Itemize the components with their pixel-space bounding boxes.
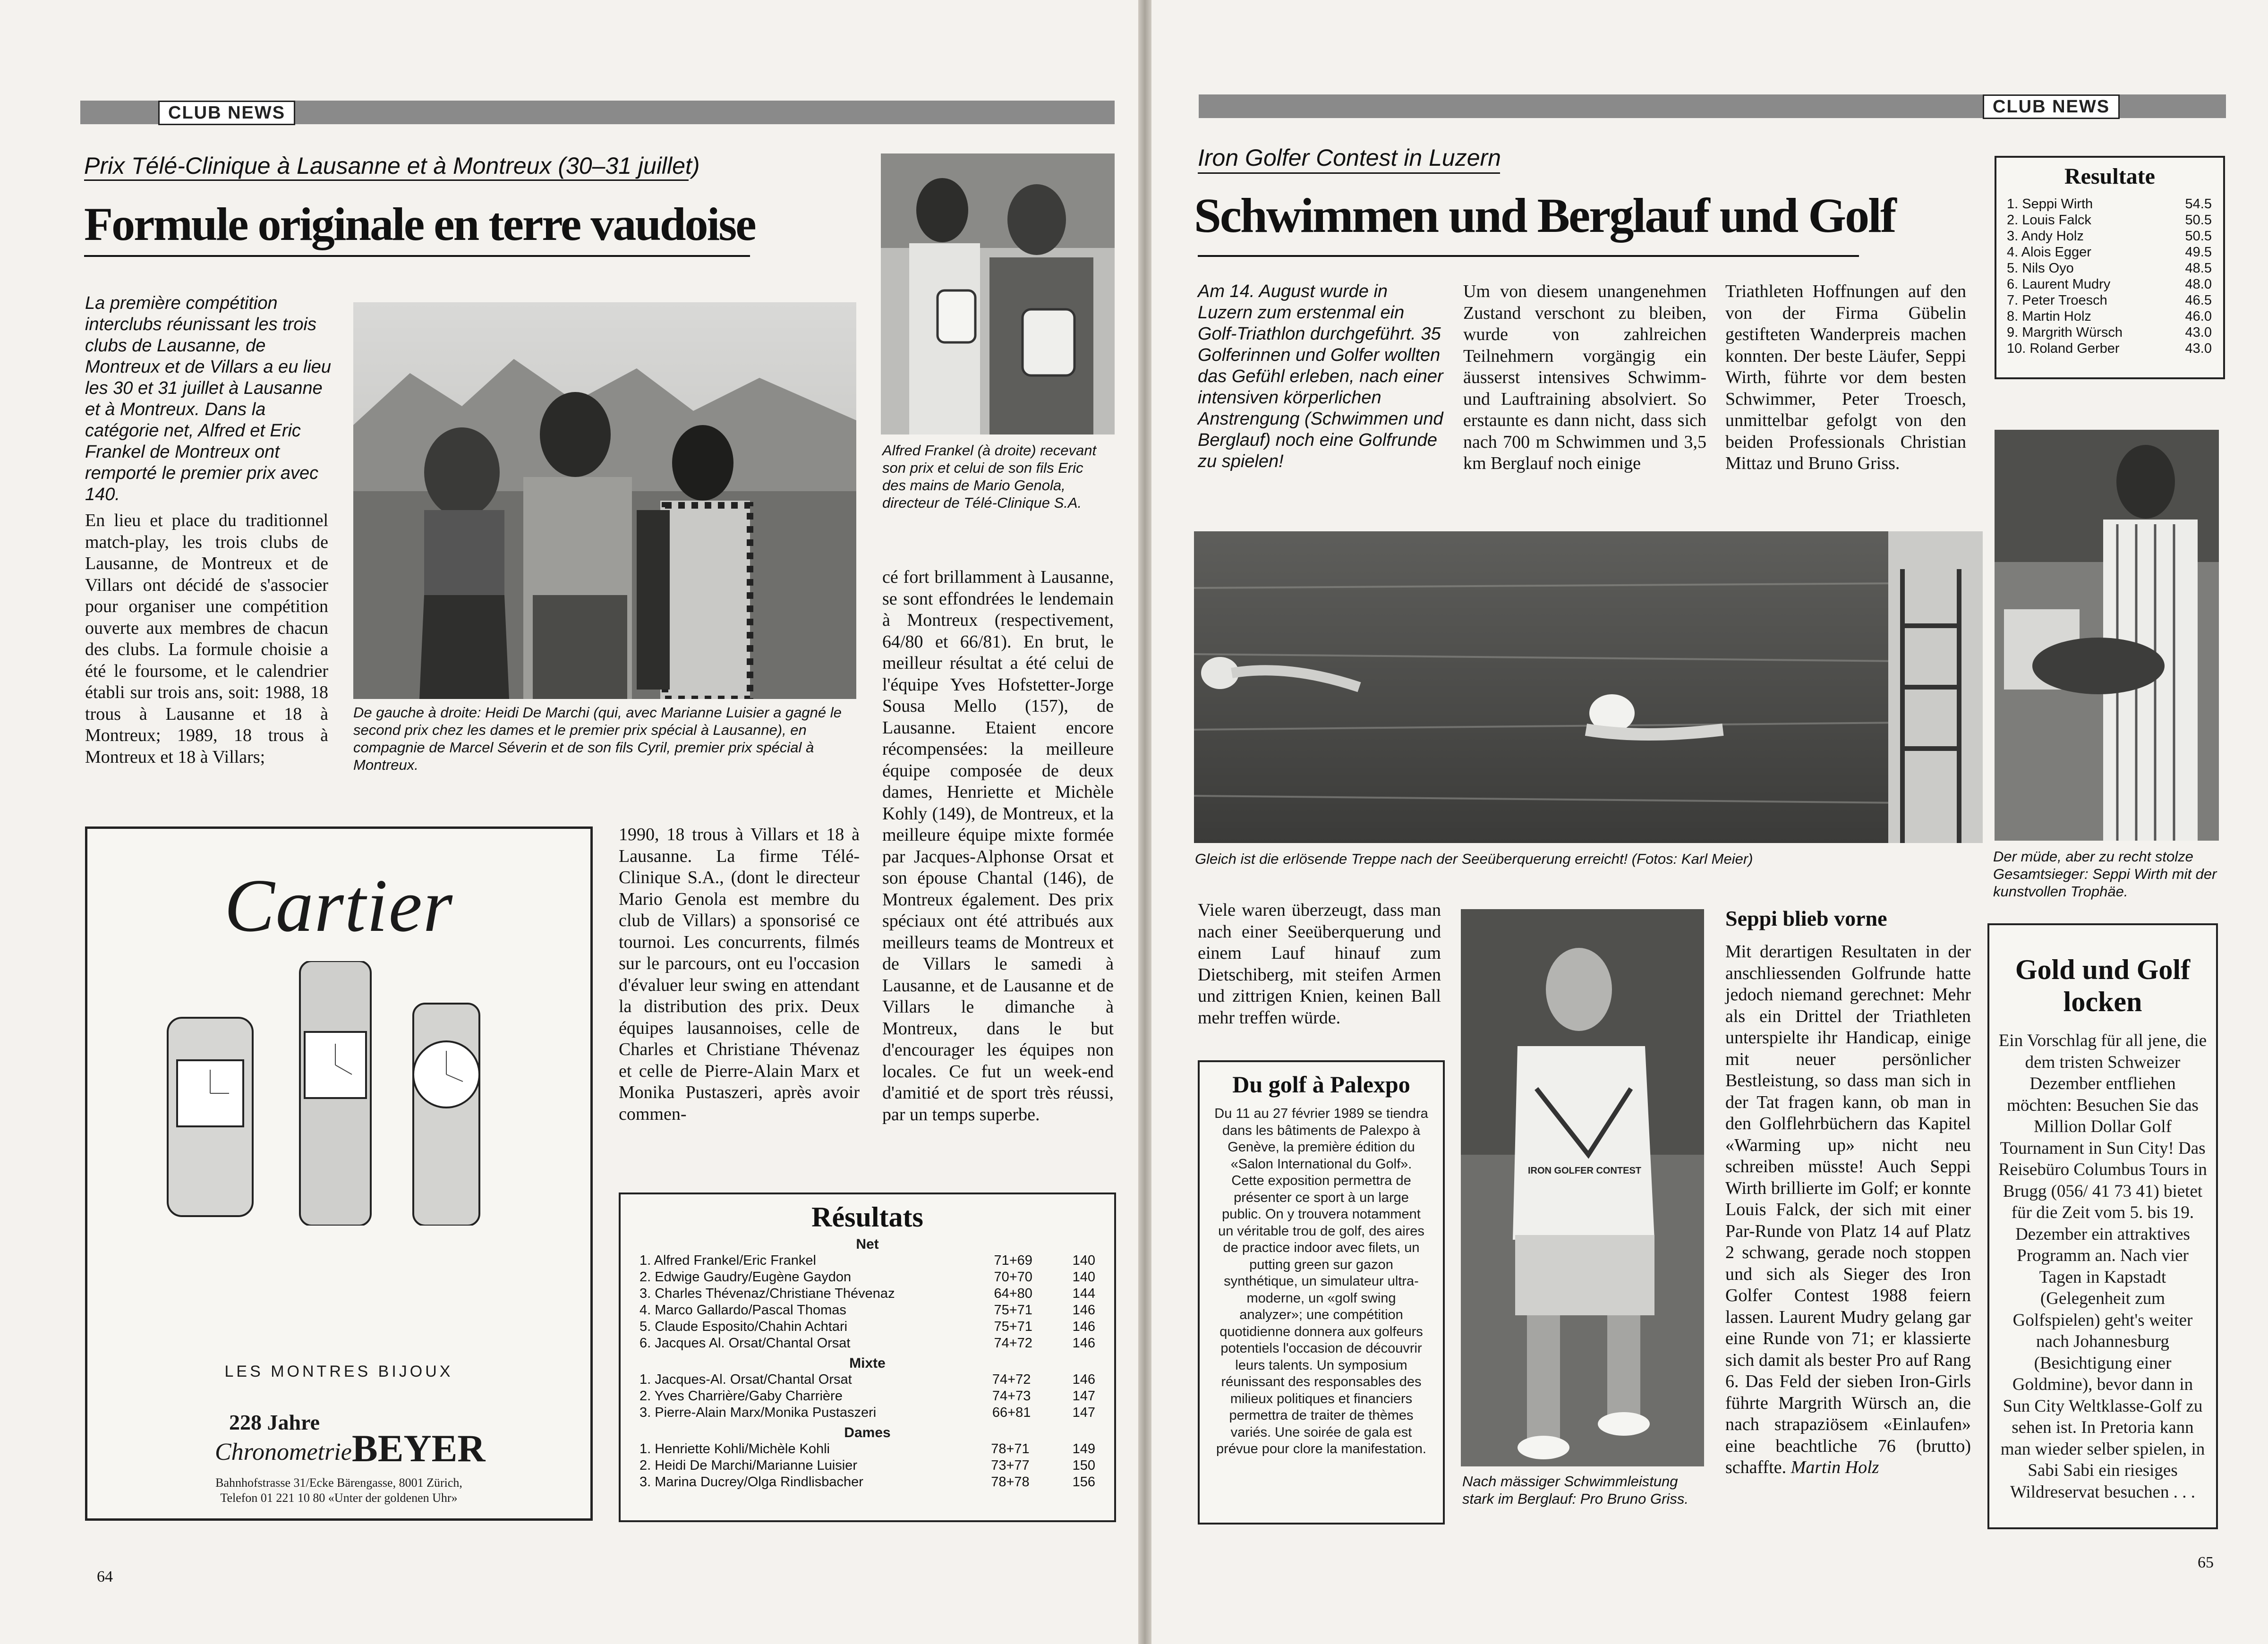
- resultate-title: Resultate: [2064, 164, 2155, 189]
- result-score: 75+71: [994, 1319, 1032, 1334]
- result-score: 74+72: [994, 1336, 1032, 1351]
- palexpo-title: Du golf à Palexpo: [1232, 1071, 1410, 1098]
- gold-und-golf-box: [1987, 923, 2218, 1529]
- result-name: 7. Peter Troesch: [2007, 293, 2107, 308]
- result-total: 146: [1072, 1319, 1095, 1334]
- watches-illustration: [149, 961, 527, 1226]
- result-row: [639, 1269, 1095, 1286]
- result-row: [639, 1335, 1095, 1352]
- result-name: 3. Marina Ducrey/Olga Rindlisbacher: [639, 1474, 863, 1490]
- results-box: [619, 1193, 1116, 1522]
- ad-address-2: Telefon 01 221 10 80 «Unter der goldenen Uhr»: [220, 1491, 458, 1505]
- result-pts: 50.5: [2185, 213, 2212, 228]
- body-column-1-lower: Viele waren überzeugt, dass man nach einer Seeüberquerung und einem Lauf hinauf zum Dietschiberg, mit steifen Armen und zittrigen Knien, keinen Ball mehr treffen würde.: [1198, 900, 1441, 1028]
- mixte-table: [639, 1371, 1095, 1421]
- kicker-rule: [84, 179, 689, 181]
- article-kicker: Iron Golfer Contest in Luzern: [1198, 145, 1501, 171]
- body-column-3: Triathleten Hoffnungen auf den von der Firma Gübelin gestifteten Wanderpreis machen konnten. Der beste Läufer, Seppi Wirth, führte vor dem besten Schwimmer, Peter Troesch, unmittelbar gefolgt von den beiden Professionals Christian Mittaz und Bruno Griss.: [1725, 281, 1966, 473]
- result-row: [2007, 292, 2212, 308]
- dames-table: [639, 1441, 1095, 1491]
- result-pts: 43.0: [2185, 341, 2212, 356]
- result-name: 6. Jacques Al. Orsat/Chantal Orsat: [639, 1336, 851, 1351]
- result-name: 1. Seppi Wirth: [2007, 196, 2093, 212]
- result-pts: 54.5: [2185, 196, 2212, 212]
- ad-script: Chronometrie: [215, 1439, 352, 1465]
- article-kicker: Prix Télé-Clinique à Lausanne et à Montreux (30–31 juillet): [84, 153, 700, 179]
- result-row: [2007, 341, 2212, 357]
- result-row: [639, 1457, 1095, 1474]
- results-title: Résultats: [811, 1201, 923, 1233]
- body-column-1: En lieu et place du traditionnel match-play, les trois clubs de Lausanne, de Montreux et de Villars ont décidé de s'associer pour organiser une compétition ouverte aux membres de chacun des clubs. La formule choisie a été le foursome, et le calendrier établi sur trois ans, soit: 1988, 18 trous à Lausanne et 18 à Montreux; 1989, 18 trous à Montreux et 18 à Villars;: [85, 511, 328, 767]
- result-name: 10. Roland Gerber: [2007, 341, 2120, 356]
- net-label: Net: [856, 1236, 879, 1252]
- result-total: 144: [1072, 1286, 1095, 1301]
- result-score: 75+71: [994, 1303, 1032, 1318]
- result-row: [2007, 308, 2212, 324]
- club-news-label: CLUB NEWS: [158, 101, 295, 125]
- result-score: 70+70: [994, 1269, 1032, 1285]
- result-name: 3. Andy Holz: [2007, 229, 2084, 244]
- page-number: 64: [97, 1568, 113, 1585]
- result-pts: 48.0: [2185, 277, 2212, 292]
- result-name: 4. Marco Gallardo/Pascal Thomas: [639, 1303, 846, 1318]
- result-score: 74+73: [992, 1388, 1031, 1404]
- result-pts: 50.5: [2185, 229, 2212, 244]
- result-name: 6. Laurent Mudry: [2007, 277, 2111, 292]
- palexpo-box: [1198, 1060, 1445, 1525]
- cartier-logo: Cartier: [224, 863, 454, 947]
- headline-rule: [1198, 255, 1859, 257]
- group-photo-caption: De gauche à droite: Heidi De Marchi (qui, avec Marianne Luisier a gagné le second prix chez les dames et le premier prix spécial à Lausanne), en compagnie de Marcel Séverin et de son fils Cyril, premier prix spécial à Montreux.: [353, 704, 842, 773]
- seppi-text: Mit derartigen Resultaten in der anschliessenden Golfrunde hatte jedoch niemand gerechnet: Mehr als ein Drittel der Triathleten unterspielte ihr Handicap, einige mit neuer persönlicher Bestleistung, so dass man sich in der Tat fragen kann, ob man in den Golflehrbüchern das Kapitel «Warming up» nicht neu schreiben müsste! Auch Seppi Wirth brillierte im Golf; er konnte Louis Falck, der sich mit einer Par-Runde von Platz 14 auf Platz 2 schwang, gerade noch stoppen und sich als Sieger des Iron Golfer Contest 1988 feiern lassen. Laurent Mudry gelang gar eine Runde von 71; er klassierte sich damit als bester Pro auf Rang 6. Das Feld der sieben Iron-Girls führte Margrith Würsch an, die nach strapaziösem «Einlaufen» eine beachtliche 76 (brutto) schaffte.: [1725, 942, 1971, 1477]
- right-page: [1151, 0, 2268, 1644]
- winner-photo: [1995, 430, 2219, 841]
- result-total: 146: [1072, 1303, 1095, 1318]
- result-total: 146: [1072, 1372, 1095, 1387]
- mixte-label: Mixte: [849, 1355, 886, 1371]
- seppi-column: [1725, 941, 1971, 1479]
- result-total: 147: [1072, 1388, 1095, 1404]
- result-score: 64+80: [994, 1286, 1032, 1301]
- result-name: 4. Alois Egger: [2007, 245, 2091, 260]
- club-news-label: CLUB NEWS: [1983, 94, 2120, 119]
- ad-tagline: LES MONTRES BIJOUX: [224, 1363, 453, 1380]
- result-row: [2007, 212, 2212, 228]
- headline-rule: [84, 255, 750, 257]
- result-row: [639, 1319, 1095, 1335]
- resultate-box: [1995, 156, 2225, 379]
- net-table: [639, 1252, 1095, 1352]
- result-name: 5. Claude Esposito/Chahin Achtari: [639, 1319, 848, 1334]
- seppi-author: Martin Holz: [1791, 1457, 1879, 1477]
- gold-text: Ein Vorschlag für all jene, die dem tristen Schweizer Dezember entfliehen möchten: Besuchen Sie das Million Dollar Golf Tournament in Sun City! Das Reisebüro Columbus Tours in Brugg (056/ 41 73 41) bietet für die Zeit vom 5. bis 19. Dezember ein attraktives Programm an. Nach vier Tagen in Kapstadt (Gelegenheit zum Golfspielen) geht's weiter nach Johannesburg (Besichtigung einer Goldmine), bevor dann in Sun City Weltklasse-Golf zu sehen ist. In Pretoria kann man wieder selber spielen, in Sabi Sabi ein riesiges Wildreservat besuchen . . .: [1998, 1031, 2207, 1502]
- result-name: 2. Edwige Gaudry/Eugène Gaydon: [639, 1269, 852, 1285]
- body-column-2: 1990, 18 trous à Villars et 18 à Lausanne. La firme Télé-Clinique S.A., (dont le directeur Mario Genola est membre du club de Villars) a sponsorisé ce tournoi. Les concurrents, filmés sur le parcours, ont eu l'occasion d'évaluer leur swing en attendant la distribution des prix. Deux équipes lausannoises, celle de Charles et Christiane Thévenaz et celle de Pierre-Alain Marx et Monika Pustaszeri, après avoir commen-: [619, 825, 860, 1124]
- result-pts: 49.5: [2185, 245, 2212, 260]
- ad-years: 228 Jahre: [229, 1410, 320, 1434]
- result-name: 2. Yves Charrière/Gaby Charrière: [639, 1388, 843, 1404]
- result-score: 71+69: [994, 1253, 1032, 1268]
- result-row: [2007, 244, 2212, 260]
- swimmers-photo: [1194, 531, 1983, 843]
- spread-gutter: [1138, 0, 1151, 1644]
- result-name: 8. Martin Holz: [2007, 309, 2091, 324]
- result-total: 156: [1072, 1474, 1095, 1490]
- result-total: 150: [1072, 1458, 1095, 1473]
- result-pts: 48.5: [2185, 261, 2212, 276]
- article-intro: La première compétition interclubs réunissant les trois clubs de Lausanne, de Montreux et de Villars a eu lieu les 30 et 31 juillet à Lausanne et à Montreux. Dans la catégorie net, Alfred et Eric Frankel de Montreux ont remporté le premier prix avec 140.: [85, 293, 332, 504]
- result-row: [2007, 260, 2212, 276]
- runner-shirt-text: IRON GOLFER CONTEST: [1528, 1166, 1641, 1176]
- kicker-rule: [1198, 172, 1500, 174]
- body-column-2: Um von diesem unangenehmen Zustand verschont zu bleiben, wurde von zahlreichen Teilnehmern vorgängig ein äusserst intensives Schwimm- und Lauftraining absolviert. So erstaunte es dann nicht, dass sich nach 700 m Schwimmen und 3,5 km Berglauf noch einige: [1463, 281, 1706, 473]
- result-row: [639, 1286, 1095, 1302]
- result-score: 78+71: [991, 1441, 1030, 1457]
- result-total: 147: [1072, 1405, 1095, 1420]
- article-headline: Formule originale en terre vaudoise: [84, 198, 755, 250]
- result-row: [639, 1388, 1095, 1405]
- result-row: [639, 1371, 1095, 1388]
- palexpo-text: Du 11 au 27 février 1989 se tiendra dans les bâtiments de Palexpo à Genève, la première édition du «Salon International du Golf». Cette exposition permettra de présenter ce sport à un large public. On y trouvera notamment un véritable trou de golf, des aires de practice indoor avec filets, un putting green sur gazon synthétique, un simulateur ultra-moderne, un «golf swing analyzer»; une compétition quotidienne donnera aux golfeurs potentiels l'occasion de découvrir leurs talents. Un symposium réunissant des responsables des milieux politiques et financiers permettra de traiter de thèmes variés. Une soirée de gala est prévue pour clore la manifestation.: [1214, 1106, 1428, 1457]
- ad-address-1: Bahnhofstrasse 31/Ecke Bärengasse, 8001 Zürich,: [215, 1476, 462, 1490]
- result-score: 78+78: [991, 1474, 1030, 1490]
- runner-photo: [1461, 909, 1704, 1466]
- result-name: 2. Heidi De Marchi/Marianne Luisier: [639, 1458, 857, 1473]
- swim-photo-caption: Gleich ist die erlösende Treppe nach der Seeüberquerung erreicht! (Fotos: Karl Meier): [1195, 851, 1753, 867]
- prize-photo-caption: Alfred Frankel (à droite) recevant son prix et celui de son fils Eric des mains de Mario Genola, directeur de Télé-Clinique S.A.: [882, 442, 1097, 511]
- dames-label: Dames: [844, 1425, 891, 1440]
- result-row: [2007, 228, 2212, 244]
- cartier-advertisement[interactable]: [85, 826, 593, 1521]
- seppi-heading: Seppi blieb vorne: [1725, 906, 1887, 930]
- result-row: [2007, 324, 2212, 341]
- result-total: 149: [1072, 1441, 1095, 1457]
- golfers-group-photo: [353, 302, 856, 699]
- result-row: [639, 1474, 1095, 1491]
- article-headline: Schwimmen und Berglauf und Golf: [1194, 188, 1895, 243]
- result-name: 3. Pierre-Alain Marx/Monika Pustaszeri: [639, 1405, 877, 1420]
- winner-photo-caption: Der müde, aber zu recht stolze Gesamtsieger: Seppi Wirth mit der kunstvollen Trophäe.: [1993, 848, 2217, 900]
- result-name: 3. Charles Thévenaz/Christiane Thévenaz: [639, 1286, 895, 1301]
- resultate-table: [2007, 196, 2212, 357]
- result-total: 146: [1072, 1336, 1095, 1351]
- result-name: 1. Henriette Kohli/Michèle Kohli: [639, 1441, 830, 1457]
- result-name: 1. Alfred Frankel/Eric Frankel: [639, 1253, 816, 1268]
- runner-photo-caption: Nach mässiger Schwimmleistung stark im Berglauf: Pro Bruno Griss.: [1462, 1473, 1688, 1507]
- result-score: 73+77: [991, 1458, 1030, 1473]
- result-row: [639, 1252, 1095, 1269]
- result-name: 2. Louis Falck: [2007, 213, 2091, 228]
- result-name: 5. Nils Oyo: [2007, 261, 2074, 276]
- body-column-3: cé fort brillamment à Lausanne, se sont effondrées le lendemain à Montreux (respectivement, 64/80 et 66/81). En brut, le meilleur résultat a été celui de l'équipe Yves Hofstetter-Jorge Sousa Mello (157), de Lausanne. Etaient encore récompensées: la meilleure équipe composée de deux dames, Henriette et Michèle Kohly (149), de Montreux, et la meilleure équipe mixte formée par Jacques-Alphonse Orsat et son épouse Chantal (146), de Montreux également. Des prix spéciaux ont été attribués aux meilleurs teams de Montreux et de Villars le samedi à Lausanne, et de Lausanne et de Villars le dimanche à Montreux, dans le but d'encourager les équipes non locales. Ce fut un week-end d'amitié et de sport très réussi, par un temps superbe.: [882, 567, 1114, 1124]
- result-row: [2007, 196, 2212, 212]
- result-name: 1. Jacques-Al. Orsat/Chantal Orsat: [639, 1372, 852, 1387]
- gold-title: Gold und Golf locken: [2015, 954, 2191, 1017]
- result-pts: 46.0: [2185, 309, 2212, 324]
- result-row: [639, 1302, 1095, 1319]
- result-row: [639, 1441, 1095, 1457]
- result-row: [639, 1405, 1095, 1421]
- page-number: 65: [2198, 1554, 2214, 1571]
- result-row: [2007, 276, 2212, 292]
- article-intro: Am 14. August wurde in Luzern zum erstenmal ein Golf-Triathlon durchgeführt. 35 Golferinnen und Golfer wollten das Gefühl erleben, nach einer intensiven körperlichen Anstrengung (Schwimmen und Berglauf) noch eine Golfrunde zu spielen!: [1198, 281, 1443, 471]
- prize-photo: [881, 153, 1115, 434]
- result-pts: 43.0: [2185, 325, 2212, 340]
- result-score: 66+81: [992, 1405, 1031, 1420]
- result-total: 140: [1072, 1253, 1095, 1268]
- result-total: 140: [1072, 1269, 1095, 1285]
- result-score: 74+72: [992, 1372, 1031, 1387]
- result-pts: 46.5: [2185, 293, 2212, 308]
- result-name: 9. Margrith Würsch: [2007, 325, 2123, 340]
- beyer-logo: BEYER: [352, 1427, 486, 1470]
